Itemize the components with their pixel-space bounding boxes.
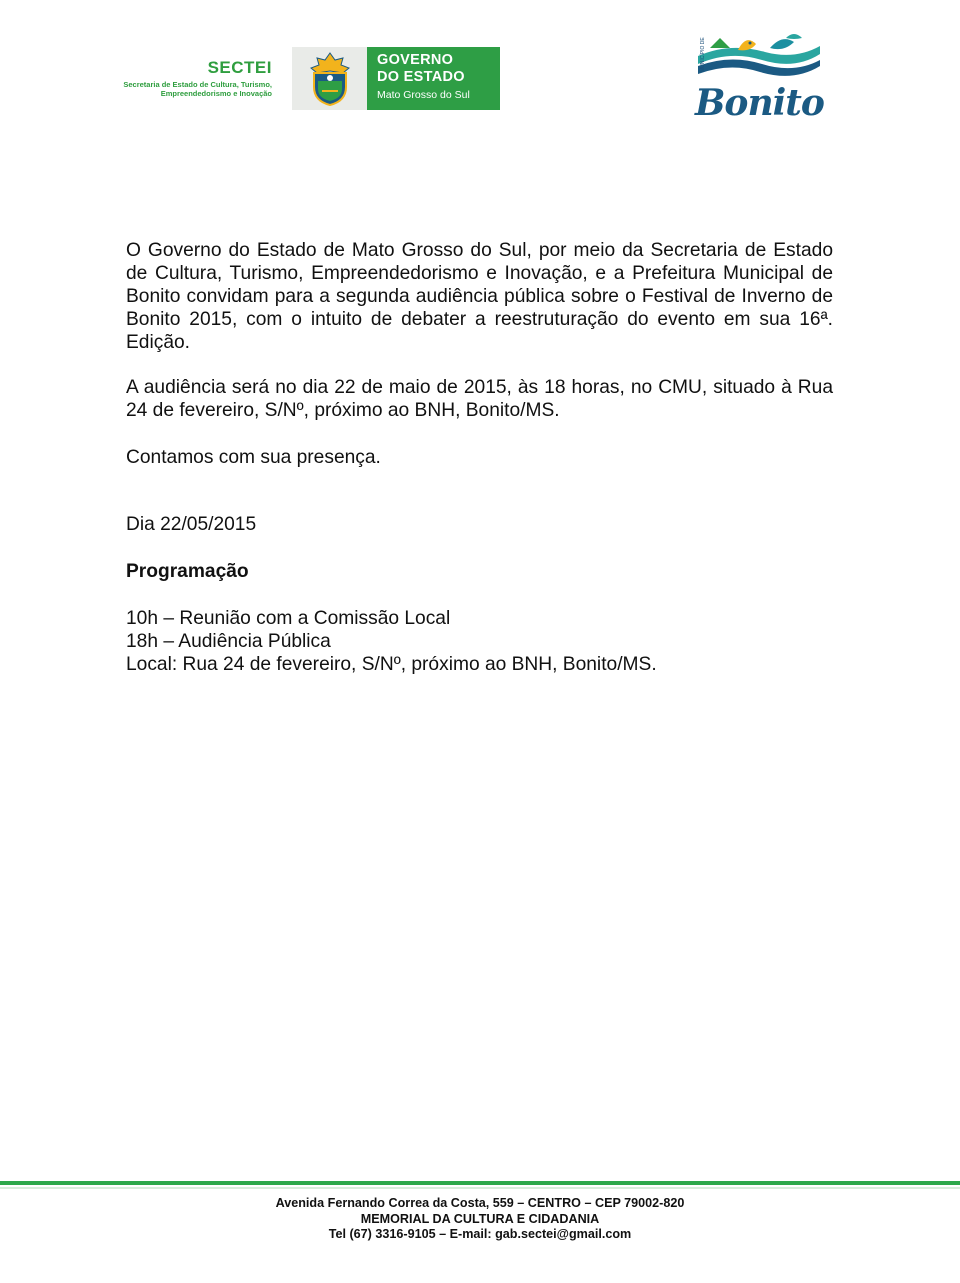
footer-line3: Tel (67) 3316-9105 – E-mail: gab.sectei@gmail.com	[328, 1227, 632, 1241]
sectei-description	[122, 80, 272, 98]
sectei-name: SECTEI	[207, 58, 272, 77]
state-crest-icon	[292, 47, 367, 110]
governo-logo	[292, 47, 500, 110]
footer-line2: MEMORIAL DA CULTURA E CIDADANIA	[360, 1211, 600, 1226]
invitation-paragraph: O Governo do Estado de Mato Grosso do Sul, por meio da Secretaria de Estado de Cultura, Turismo, Empreendedorismo e Inovação, e a Prefeitura Municipal de Bonito convidam para a segunda audiência pública sobre o Festival de Inverno de Bonito 2015, com o intuito de debater a reestruturação do evento em sua 16ª. Edição.	[126, 240, 833, 353]
governo-text-box	[367, 47, 500, 110]
details-paragraph: A audiência será no dia 22 de maio de 2015, às 18 horas, no CMU, situado à Rua 24 de fevereiro, S/Nº, próximo ao BNH, Bonito/MS.	[126, 377, 833, 421]
letter-body	[126, 239, 833, 676]
closing-paragraph: Contamos com sua presença.	[126, 447, 381, 468]
date-line: Dia 22/05/2015	[126, 514, 257, 535]
schedule-item: 10h – Reunião com a Comissão Local	[126, 608, 451, 629]
governo-line1: GOVERNO	[377, 52, 454, 68]
programacao-title: Programação	[126, 561, 249, 582]
bonito-fish-icon	[690, 30, 825, 90]
letterhead	[0, 0, 960, 140]
schedule-list	[126, 607, 833, 676]
governo-line3: Mato Grosso do Sul	[377, 89, 470, 101]
bonito-logo	[690, 30, 825, 125]
footer-divider	[0, 1181, 960, 1185]
sectei-logo	[122, 58, 272, 98]
sectei-desc-line1: Secretaria de Estado de Cultura, Turismo,	[123, 80, 272, 89]
schedule-item: Local: Rua 24 de fevereiro, S/Nº, próximo ao BNH, Bonito/MS.	[126, 654, 657, 675]
bonito-small-label: MUNICÍPIO DE	[700, 37, 706, 72]
footer-line1: Avenida Fernando Correa da Costa, 559 – CENTRO – CEP 79002-820	[275, 1196, 685, 1210]
footer-address	[0, 1196, 960, 1243]
bonito-wordmark: Bonito	[695, 82, 824, 124]
schedule-item: 18h – Audiência Pública	[126, 631, 331, 652]
footer-divider-light	[0, 1187, 960, 1189]
sectei-desc-line2: Empreendedorismo e Inovação	[160, 89, 272, 98]
governo-line2: DO ESTADO	[377, 69, 465, 85]
